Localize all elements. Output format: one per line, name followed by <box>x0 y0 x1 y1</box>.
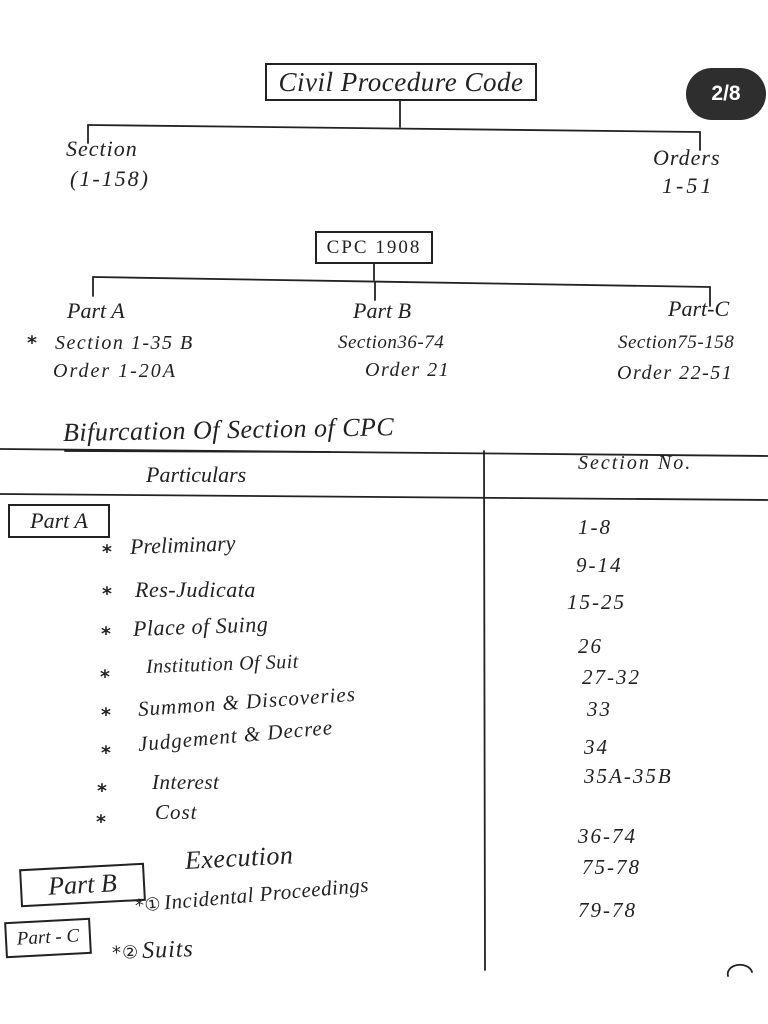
branch-section-label: Section <box>66 136 138 161</box>
list-item: Preliminary <box>129 530 236 559</box>
part-b-section-range: Section36-74 <box>338 332 445 353</box>
part-c-item <box>112 936 195 966</box>
part-c-order-range: Order 22-51 <box>617 362 734 384</box>
column-header-section-no: Section No. <box>578 452 693 474</box>
list-bullet: * <box>101 742 111 764</box>
section-number: 79-78 <box>578 898 637 922</box>
numbered-bullet: *② <box>111 942 140 964</box>
branch-orders-range: 1-51 <box>662 173 715 198</box>
cpc-title-box <box>265 63 537 101</box>
list-bullet: * <box>96 811 106 833</box>
section-number: 34 <box>584 735 609 759</box>
cpc-title: Civil Procedure Code <box>278 66 524 97</box>
section-number: 26 <box>578 634 603 658</box>
part-c-title: Part-C <box>668 296 730 321</box>
list-bullet: * <box>100 666 110 688</box>
list-item: Place of Suing <box>132 611 269 641</box>
part-a-title: Part A <box>67 298 125 323</box>
list-bullet: * <box>101 623 111 645</box>
part-a-box-label: Part A <box>30 508 88 533</box>
part-c-item-text: Suits <box>141 936 195 964</box>
page-corner-mark <box>728 965 752 976</box>
section-number: 1-8 <box>578 515 612 539</box>
branch-section-range: (1-158) <box>70 166 150 191</box>
cpc-1908-label: CPC 1908 <box>326 236 422 258</box>
page-counter-badge: 2/8 <box>686 68 766 120</box>
list-item: Judgement & Decree <box>136 714 334 756</box>
part-b-title: Part B <box>353 298 412 323</box>
part-b-box <box>19 863 146 907</box>
section-number: 15-25 <box>567 590 626 614</box>
section-number: 33 <box>587 697 612 721</box>
cpc-1908-box <box>315 231 433 264</box>
list-bullet: * <box>102 541 112 563</box>
section-number: 75-78 <box>582 855 641 879</box>
part-c-item-text: Incidental Proceedings <box>162 872 370 915</box>
section-number: 35A-35B <box>584 764 673 788</box>
list-item: Institution Of Suit <box>145 650 300 678</box>
tree1-branch-line <box>88 125 700 132</box>
part-a-section-range: Section 1-35 B <box>55 332 194 354</box>
list-bullet: * <box>102 583 112 605</box>
part-c-box-label: Part - C <box>16 925 80 950</box>
column-header-particulars: Particulars <box>146 462 247 487</box>
numbered-bullet: *① <box>134 893 163 917</box>
list-item: Res-Judicata <box>135 577 256 602</box>
section-number: 27-32 <box>582 665 641 689</box>
bifurcation-heading: Bifurcation Of Section of CPC <box>62 412 395 447</box>
part-a-marker: * <box>27 332 37 354</box>
section-number: 36-74 <box>578 824 637 848</box>
list-item: Summon & Discoveries <box>137 681 357 721</box>
list-item: Cost <box>155 800 198 824</box>
list-bullet: * <box>101 704 111 726</box>
list-bullet: * <box>97 780 107 802</box>
part-a-order-range: Order 1-20A <box>53 360 178 382</box>
table-header-rule <box>0 494 768 500</box>
part-b-box-label: Part B <box>47 868 118 901</box>
section-number: 9-14 <box>576 553 623 577</box>
part-c-section-range: Section75-158 <box>618 332 735 353</box>
tree2-branch-line <box>93 277 710 287</box>
part-b-order-range: Order 21 <box>365 359 451 381</box>
list-item: Interest <box>152 770 220 794</box>
table-column-divider <box>484 451 485 970</box>
part-a-box <box>8 504 110 538</box>
part-c-box <box>4 918 92 958</box>
branch-orders-label: Orders <box>653 145 721 170</box>
part-b-item: Execution <box>184 840 295 875</box>
